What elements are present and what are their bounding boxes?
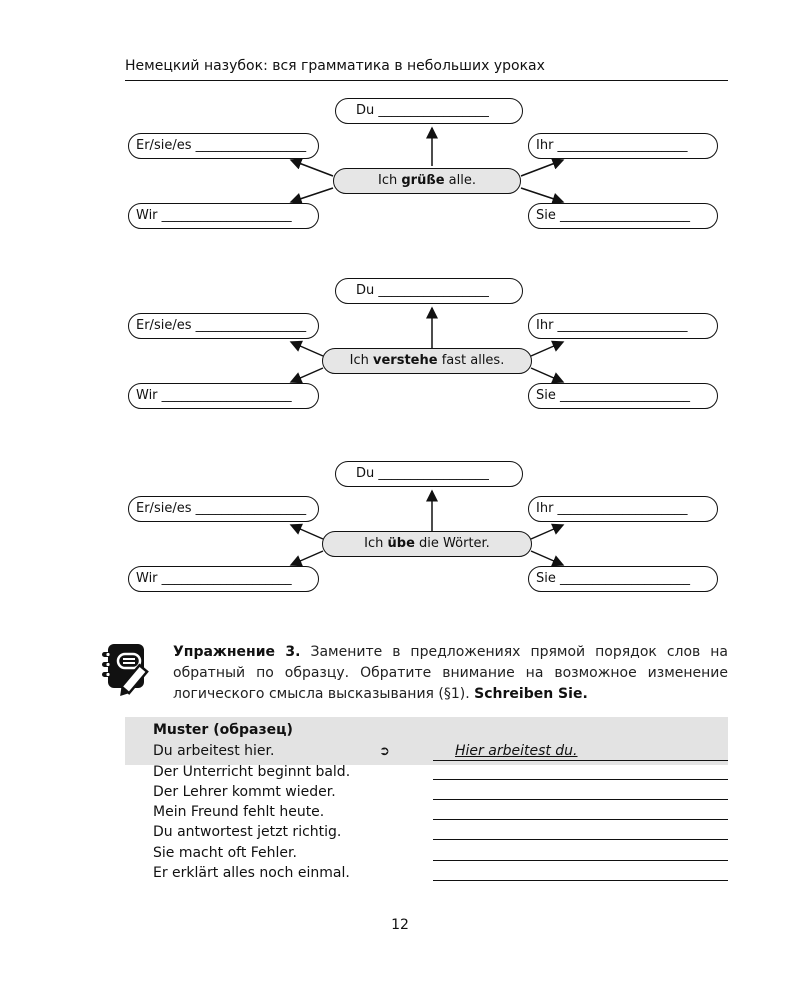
answer-line[interactable] xyxy=(433,880,728,881)
exercise-title: Упражнение 3. xyxy=(173,644,301,660)
exercise-sentence: Er erklärt alles noch einmal. xyxy=(153,865,350,881)
exercise-sentence: Der Unterricht beginnt bald. xyxy=(153,764,351,780)
verb: grüße xyxy=(401,173,445,188)
header-rule xyxy=(125,80,728,81)
conjugation-diagram-1 xyxy=(0,96,800,236)
muster-title: Muster (образец) xyxy=(153,722,293,738)
verb: verstehe xyxy=(373,353,438,368)
er-sie-es-field[interactable]: Er/sie/es _________________ xyxy=(128,133,319,159)
exercise-sentence: Der Lehrer kommt wieder. xyxy=(153,784,336,800)
exercise-instructions: Упражнение 3. Замените в предложениях прямой порядок слов на обратный по образцу. Обратите внимание на возможное изменение логического смысла высказывания (§1). Schreiben Sie. xyxy=(173,644,728,702)
conjugation-diagram-3 xyxy=(0,459,800,599)
ihr-field[interactable]: Ihr ____________________ xyxy=(528,496,718,522)
writing-exercise-icon xyxy=(98,640,158,700)
er-sie-es-field[interactable]: Er/sie/es _________________ xyxy=(128,313,319,339)
running-header: Немецкий назубок: вся грамматика в небольших уроках xyxy=(125,58,545,74)
exercise-sentence: Sie macht oft Fehler. xyxy=(153,845,297,861)
exercise-sentence: Du antwortest jetzt richtig. xyxy=(153,824,342,840)
answer-line xyxy=(433,760,728,761)
answer-line[interactable] xyxy=(433,839,728,840)
du-field[interactable]: Du _________________ xyxy=(335,98,523,124)
wir-field[interactable]: Wir ____________________ xyxy=(128,203,319,229)
verb: übe xyxy=(387,536,415,551)
center-sentence: Ich übe die Wörter. xyxy=(322,531,532,557)
center-sentence: Ich verstehe fast alles. xyxy=(322,348,532,374)
exercise-sentence: Mein Freund fehlt heute. xyxy=(153,804,325,820)
muster-sentence: Du arbeitest hier. xyxy=(153,743,275,759)
sie-field[interactable]: Sie ____________________ xyxy=(528,203,718,229)
wir-field[interactable]: Wir ____________________ xyxy=(128,383,319,409)
answer-line[interactable] xyxy=(433,779,728,780)
center-sentence: Ich grüße alle. xyxy=(333,168,521,194)
ihr-field[interactable]: Ihr ____________________ xyxy=(528,313,718,339)
answer-line[interactable] xyxy=(433,819,728,820)
answer-line[interactable] xyxy=(433,799,728,800)
sie-field[interactable]: Sie ____________________ xyxy=(528,383,718,409)
conjugation-diagram-2 xyxy=(0,276,800,416)
exercise-instruction: Schreiben Sie. xyxy=(474,686,588,702)
du-field[interactable]: Du _________________ xyxy=(335,278,523,304)
arrow-icon: ➲ xyxy=(379,744,390,759)
muster-answer: Hier arbeitest du. xyxy=(455,743,578,759)
wir-field[interactable]: Wir ____________________ xyxy=(128,566,319,592)
er-sie-es-field[interactable]: Er/sie/es _________________ xyxy=(128,496,319,522)
du-field[interactable]: Du _________________ xyxy=(335,461,523,487)
ihr-field[interactable]: Ihr ____________________ xyxy=(528,133,718,159)
page-number: 12 xyxy=(391,917,409,933)
sie-field[interactable]: Sie ____________________ xyxy=(528,566,718,592)
answer-line[interactable] xyxy=(433,860,728,861)
